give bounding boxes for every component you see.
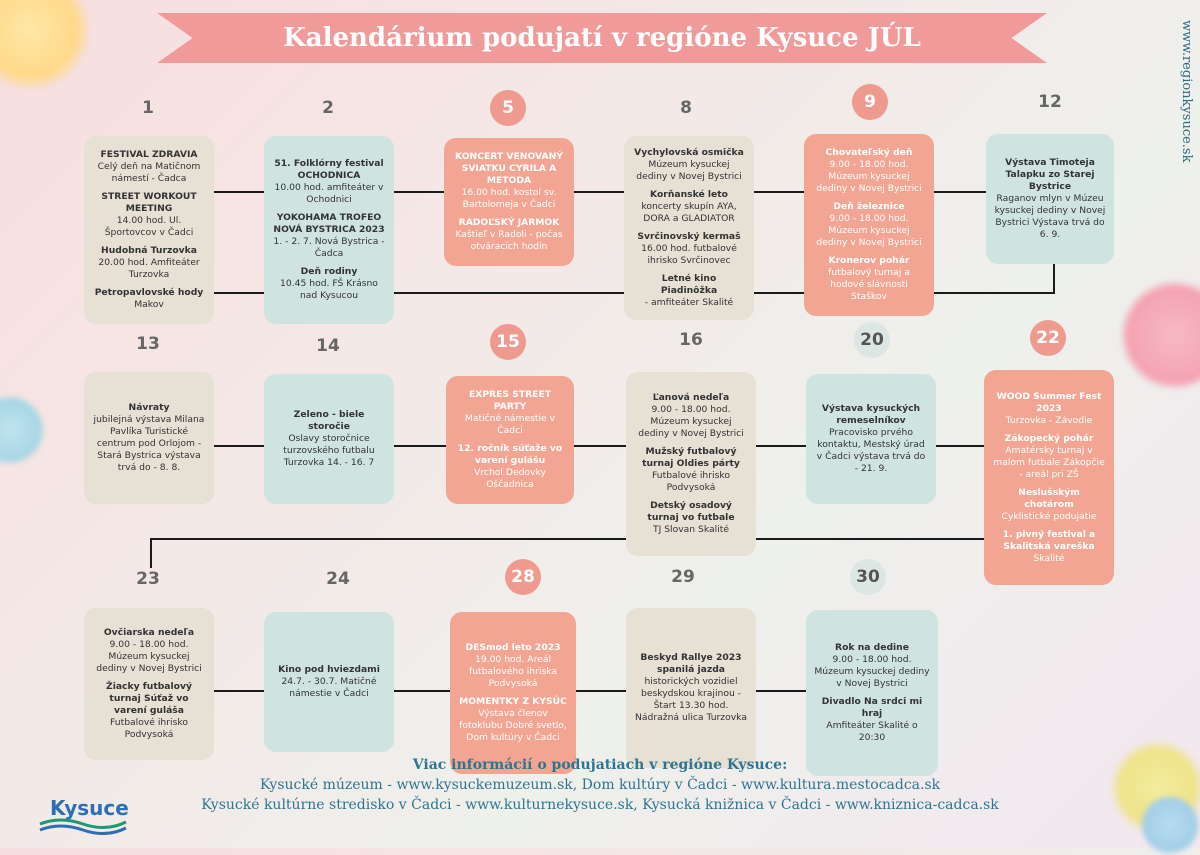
event-title: Ovčiarska nedeľa <box>103 627 195 638</box>
event-title: Zákopecký pohár <box>1004 432 1094 444</box>
event-title: 51. Folklórny festival OCHODNICA <box>274 158 384 181</box>
side-url: www.regionkysuce.sk <box>1179 20 1194 163</box>
event-desc: 9.00 - 18.00 hod. Múzeum kysuckej dediny v Novej Bystrici <box>814 654 930 689</box>
day-number: 24 <box>326 569 350 589</box>
event-desc: 1. - 2. 7. Nová Bystrica - Čadca <box>273 236 385 259</box>
connector-row2b <box>150 538 1055 540</box>
day-number: 12 <box>1038 92 1062 112</box>
day-card-8 <box>624 136 754 320</box>
day-number: 14 <box>316 336 340 356</box>
event-title: Divadlo Na srdci mi hraj <box>821 696 923 719</box>
event-title: 12. ročník súťaže vo varení gulášu <box>457 443 563 466</box>
event-desc: Oslavy storočnice turzovského futbalu Turzovka 14. - 16. 7 <box>283 433 375 468</box>
footer-line-1: Kysucké múzeum - www.kysuckemuzeum.sk, Dom kultúry v Čadci - www.kultura.mestocadca.sk <box>259 777 941 793</box>
event-title: STREET WORKOUT MEETING <box>101 191 197 214</box>
event-desc: koncerty skupín AYA, DORA a GLADIATOR <box>641 201 737 224</box>
event-title: Ľanová nedeľa <box>652 392 730 403</box>
event-title: Deň železnice <box>833 201 905 212</box>
day-card-2 <box>264 136 394 324</box>
event-title: Výstava kysuckých remeselníkov <box>821 403 921 426</box>
day-number: 2 <box>322 98 334 118</box>
event-desc: Výstava členov fotoklubu Dobré svetlo, Dom kultúry v Čadci <box>459 708 567 743</box>
event-title: Detský osadový turnaj vo futbale <box>647 500 735 523</box>
event-desc: Pracovisko prvého kontaktu, Mestský úrad v Čadci výstava trvá do - 21. 9. <box>816 427 926 474</box>
day-card-12 <box>986 134 1114 264</box>
day-number: 29 <box>671 567 695 587</box>
event-desc: Celý deň na Matičnom námestí - Čadca <box>97 161 201 184</box>
event-desc: Vrchol Dedovky Oščadnica <box>474 467 546 490</box>
day-card-23 <box>84 608 214 760</box>
footer-line-2: Kysucké kultúrne stredisko v Čadci - www.kulturnekysuce.sk, Kysucká knižnica v Čadci - www.kniznica-cadca.sk <box>201 797 999 813</box>
event-desc: Múzeum kysuckej dediny v Novej Bystrici <box>636 159 742 182</box>
event-desc: Skalité <box>1033 552 1065 564</box>
day-card-24 <box>264 612 394 752</box>
event-desc: Amatérsky turnaj v malom futbale Zákopčie - areál pri ZŠ <box>993 444 1105 480</box>
ice-cream-decoration-left <box>0 395 45 465</box>
balloon-decoration-2 <box>1140 795 1200 855</box>
event-desc: Futbalové ihrisko Podvysoká <box>110 717 188 740</box>
event-desc: 9.00 - 18.00 hod. Múzeum kysuckej dediny v Novej Bystrici <box>816 159 922 194</box>
event-title: Chovateľský deň <box>825 147 913 158</box>
event-title: EXPRES STREET PARTY <box>468 389 552 412</box>
event-desc: Makov <box>134 299 164 310</box>
event-desc: Cyklistické podujatie <box>1001 510 1097 522</box>
event-desc: Kaštieľ v Radoli - počas otváracích hodín <box>455 229 563 252</box>
event-desc: 16.00 hod. kostol sv. Bartolomeja v Čadci <box>461 187 557 210</box>
event-title: Mužský futbalový turnaj Oldies párty <box>642 446 740 469</box>
event-desc: 24.7. - 30.7. Matičné námestie v Čadci <box>281 676 377 699</box>
event-desc: 16.00 hod. futbalové ihrisko Svrčinovec <box>641 243 737 266</box>
event-desc: futbalový turnaj a hodové slávnosti Staškov <box>828 267 910 302</box>
day-card-22 <box>984 370 1114 585</box>
day-card-9 <box>804 134 934 316</box>
day-card-30 <box>806 610 938 776</box>
day-number: 16 <box>679 330 703 350</box>
day-card-1 <box>84 136 214 324</box>
day-number: 8 <box>680 98 692 118</box>
event-desc: 10.45 hod. FŠ Krásno nad Kysucou <box>280 278 378 301</box>
event-desc: Turzovka - Závodie <box>1005 414 1093 426</box>
event-desc: Matičné námestie v Čadci <box>464 413 556 436</box>
footer-heading: Viac informácií o podujatiach v regióne Kysuce: <box>412 757 788 773</box>
event-title: Svrčinovský kermaš <box>637 231 741 242</box>
day-number: 1 <box>142 98 154 118</box>
event-desc: Amfiteáter Skalité o 20:30 <box>826 720 918 743</box>
event-title: MOMENTKY Z KYSÚC <box>459 696 567 707</box>
page-title: Kalendárium podujatí v regióne Kysuce JÚL <box>283 23 921 53</box>
day-number: 23 <box>136 569 160 589</box>
day-number: 15 <box>490 324 526 360</box>
event-desc: 9.00 - 18.00 hod. Múzeum kysuckej dediny v Novej Bystrici <box>638 404 744 439</box>
event-desc: 9.00 - 18.00 hod. Múzeum kysuckej dediny v Novej Bystrici <box>816 213 922 248</box>
event-title: Neslušským chotárom <box>1018 486 1080 510</box>
event-desc: Futbalové ihrisko Podvysoká <box>652 470 730 493</box>
event-title: Deň rodiny <box>300 266 358 277</box>
footer <box>150 755 1050 815</box>
day-number: 13 <box>136 334 160 354</box>
day-card-28 <box>450 612 576 774</box>
event-desc: historických vozidiel beskydskou krajinou - Štart 13.30 hod. Nádražná ulica Turzovka <box>635 676 747 723</box>
event-title: FESTIVAL ZDRAVIA <box>100 149 198 160</box>
kysuce-logo <box>38 790 128 835</box>
event-desc: 9.00 - 18.00 hod. Múzeum kysuckej dediny v Novej Bystrici <box>96 639 202 674</box>
sun-decoration <box>0 0 90 90</box>
day-card-29 <box>626 608 756 768</box>
day-number: 28 <box>505 559 541 595</box>
event-title: WOOD Summer Fest 2023 <box>996 390 1102 414</box>
event-title: 1. pivný festival a Skalitská vareška <box>1002 528 1096 552</box>
event-title: Letné kino Piadinôžka <box>660 273 718 296</box>
ice-cream-decoration <box>1120 280 1200 390</box>
connector-row1-right <box>1053 262 1055 294</box>
event-desc: 20.00 hod. Amfiteáter Turzovka <box>98 257 200 280</box>
event-desc: 10.00 hod. amfiteáter v Ochodnici <box>274 182 384 205</box>
day-number: 9 <box>852 84 888 120</box>
event-desc: 19.00 hod. Areál futbalového ihriska Podvysoká <box>468 654 558 689</box>
day-number: 5 <box>490 90 526 126</box>
event-desc: 14.00 hod. Ul. Športovcov v Čadci <box>104 215 194 238</box>
day-card-13 <box>84 372 214 504</box>
event-title: Beskyd Rallye 2023 spanilá jazda <box>640 652 742 675</box>
event-title: Petropavlovské hody <box>94 287 204 298</box>
event-desc: - amfiteáter Skalité <box>644 297 734 308</box>
day-card-16 <box>626 372 756 556</box>
event-title: Kronerov pohár <box>828 255 910 266</box>
logo-text: Kysuce <box>50 796 129 820</box>
event-title: Výstava Timoteja Talapku zo Starej Bystrice <box>1005 157 1095 192</box>
event-desc: TJ Slovan Skalité <box>652 524 730 535</box>
event-title: KONCERT VENOVANÝ SVIATKU CYRILA A METODA <box>455 151 563 186</box>
event-title: Kino pod hviezdami <box>278 664 380 675</box>
event-title: RADOĽSKÝ JARMOK <box>458 217 560 228</box>
event-title: Žiacky futbalový turnaj Súťaž vo varení guláša <box>106 681 192 716</box>
day-card-20 <box>806 374 936 504</box>
event-title: Korňanské leto <box>650 189 728 200</box>
event-desc: jubilejná výstava Milana Pavlíka Turistické centrum pod Orlojom - Stará Bystrica výstava trvá do - 8. 8. <box>93 414 205 473</box>
day-number: 30 <box>850 559 886 595</box>
day-card-5 <box>444 138 574 266</box>
event-title: Hudobná Turzovka <box>101 245 197 256</box>
event-title: Návraty <box>128 402 170 413</box>
event-title: Vychylovská osmička <box>634 147 744 158</box>
event-title: Zeleno - biele storočie <box>293 409 365 432</box>
day-number: 22 <box>1030 320 1066 356</box>
day-card-14 <box>264 374 394 504</box>
day-card-15 <box>446 376 574 504</box>
event-desc: Raganov mlyn v Múzeu kysuckej dediny v Novej Bystrici Výstava trvá do 6. 9. <box>994 193 1106 240</box>
event-title: DESmod leto 2023 <box>465 642 561 653</box>
day-number: 20 <box>854 322 890 358</box>
event-title: YOKOHAMA TROFEO NOVÁ BYSTRICA 2023 <box>273 212 385 235</box>
event-title: Rok na dedine <box>835 642 909 653</box>
